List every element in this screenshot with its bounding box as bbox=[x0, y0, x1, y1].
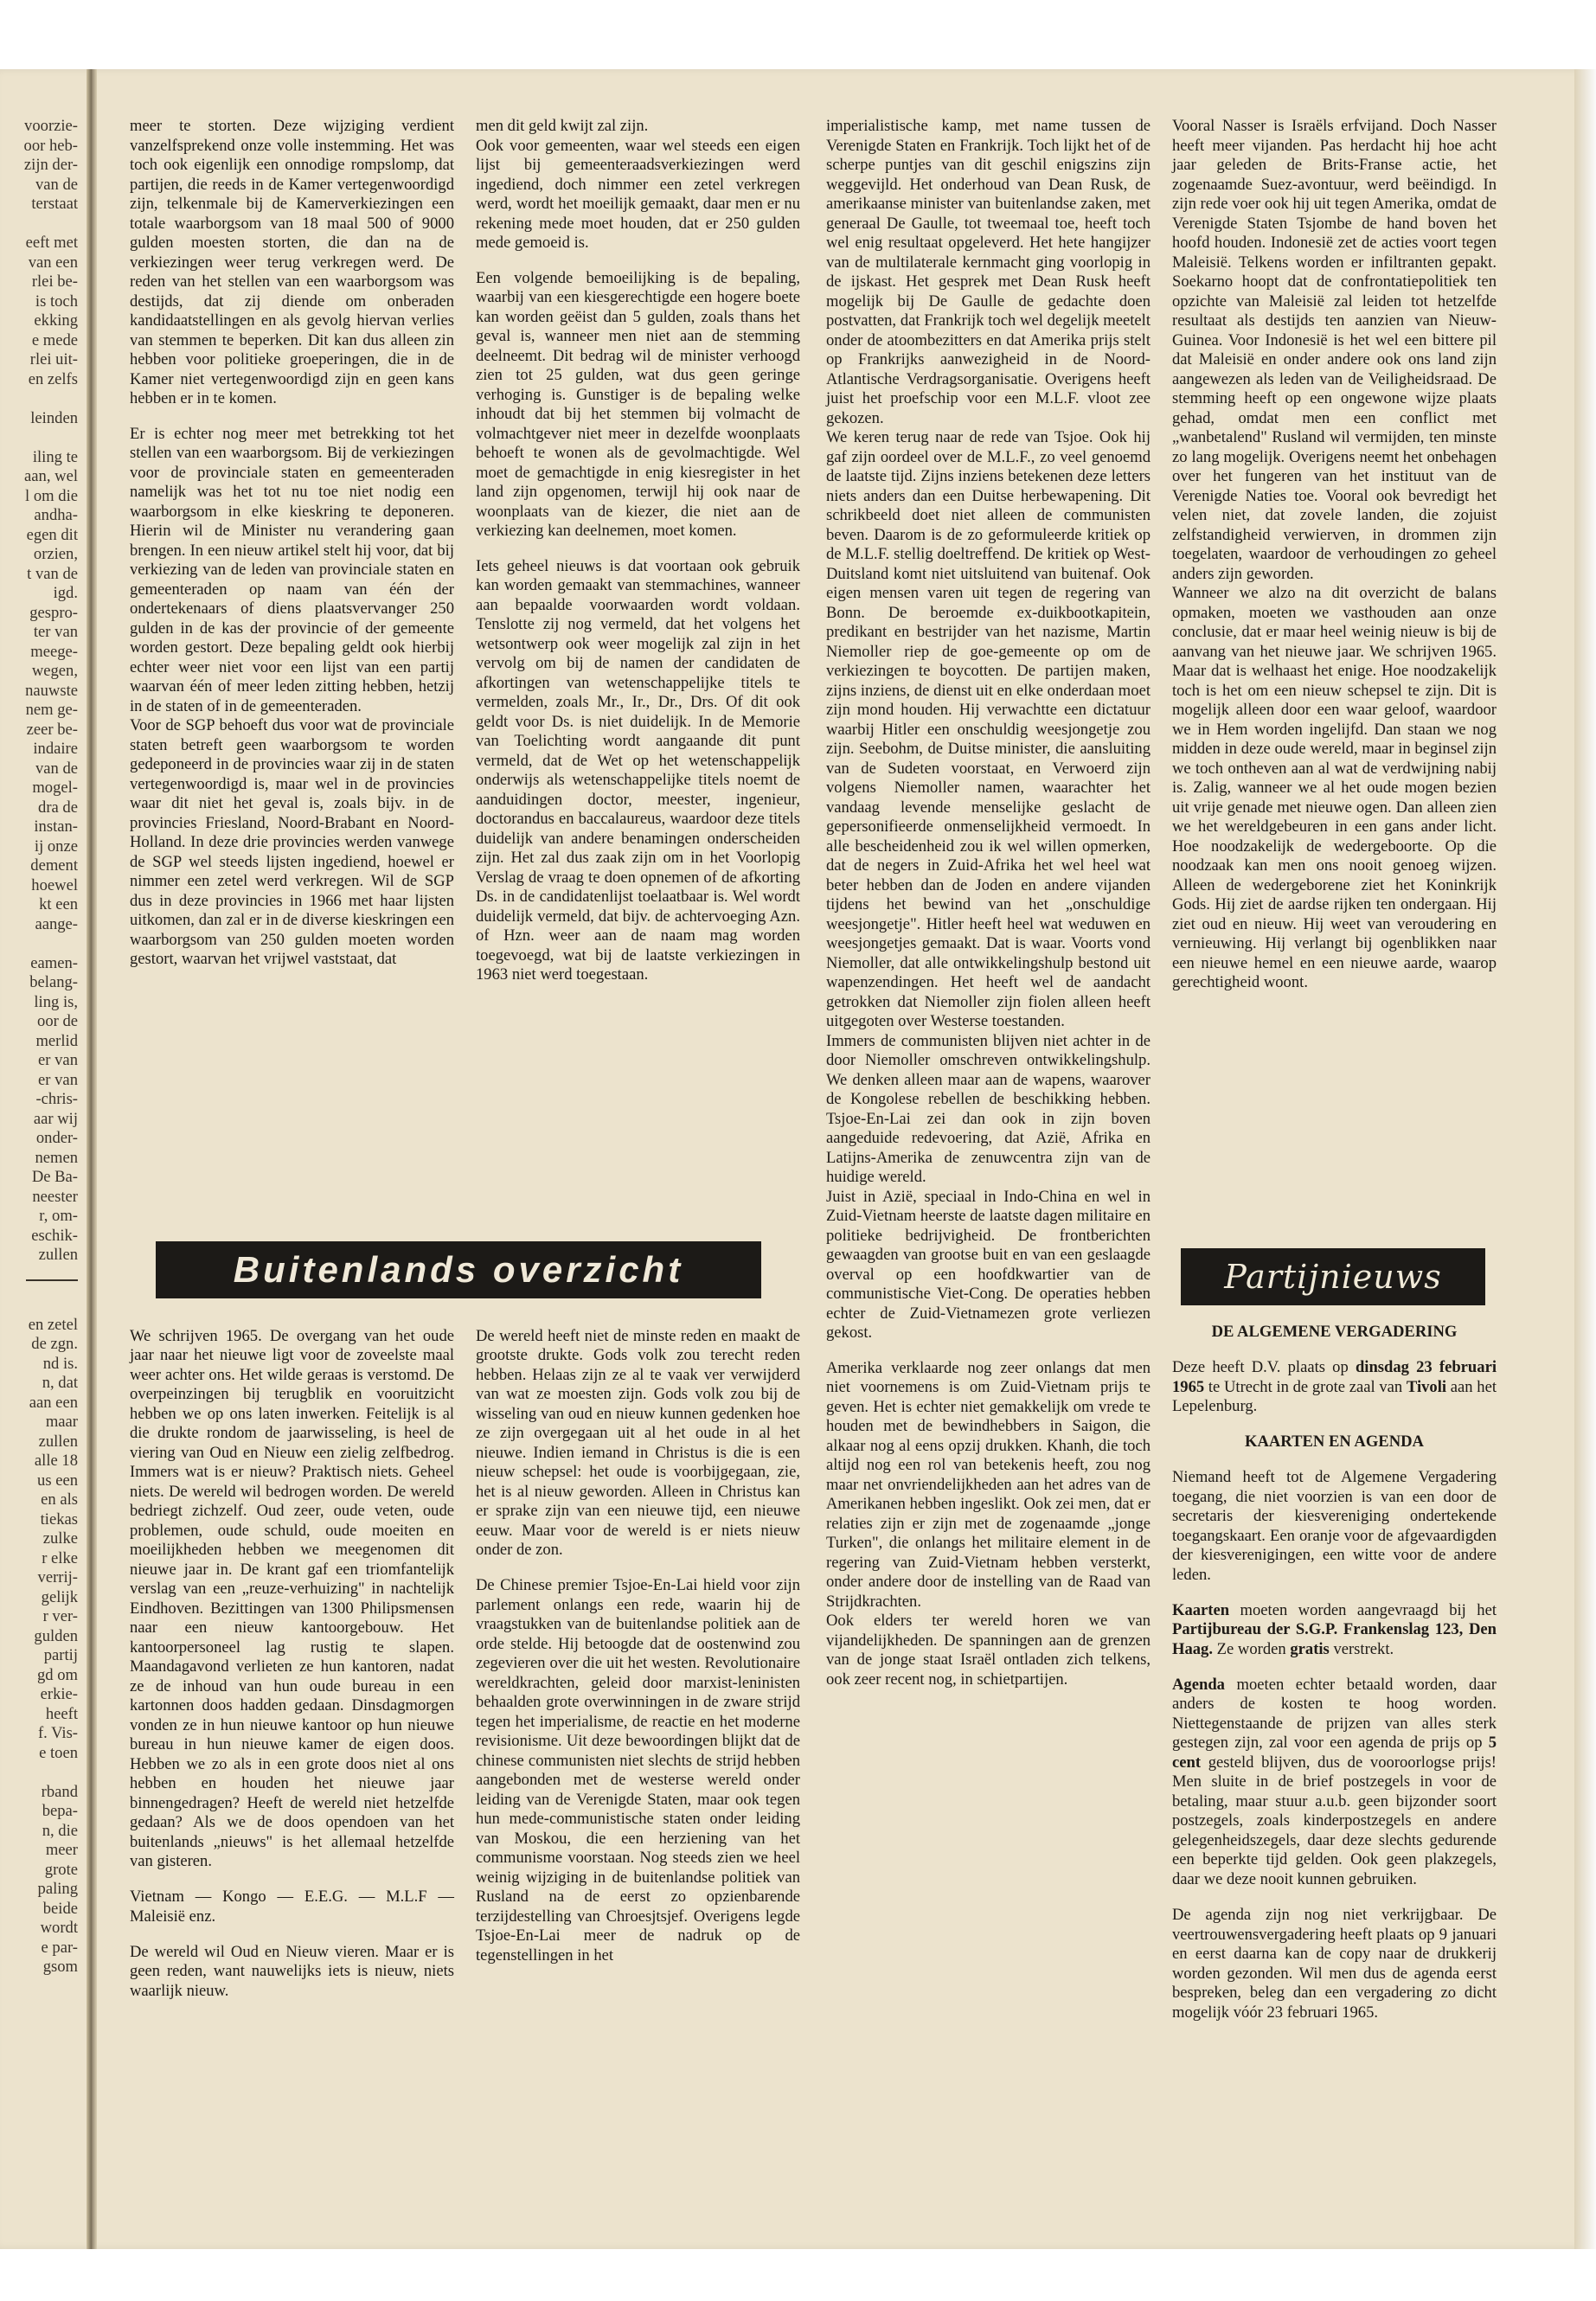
fragment-line: r ver- bbox=[42, 1607, 78, 1625]
article-paragraph: Iets geheel nieuws is dat voortaan ook gebruik kan worden gemaakt van stemmachines, wanneer aan bepaalde voorwaarden wordt voldaan. Tenslotte zij nog vermeld, dat het volgens het wetsontwerp ook weer mogelijk zal zijn in het vervolg om bij de namen der candidaten de afkortingen van wetenschappelijke titels te vermelden, zoals Mr., Ir., Dr., Drs. Of dit ook geldt voor Ds. is niet duidelijk. In de Memorie van Toelichting wordt aangaande dit punt vermeld, dat de Wet op het wetenschappelijk onderwijs als wetenschappelijke titels noemt de aanduidingen doctor, meester, ingenieur, doctorandus en baccalaureus, waardoor deze titels duidelijk van andere benamingen onderscheiden zijn. Het zal dus zaak zijn om in het Voorlopig Verslag de vraag te doen opnemen of de afkorting Ds. in de candidatenlijst toelaatbaar is. Wel wordt duidelijk vermeld, dat bijv. de achtervoeging Azn. of Hzn. weer aan de naam mag worden toegevoegd, wat bij de laatste verkiezingen in 1963 niet werd toegestaan. bbox=[476, 556, 800, 984]
fragment-line: zulke bbox=[42, 1529, 78, 1548]
article-paragraph: De Chinese premier Tsjoe-En-Lai hield voor zijn parlement onlangs een rede, waarin hij de vraagstukken van de buitenlandse politiek aan de orde stelde. Hij betoogde dat de oostenwind zou zegevieren over die uit het westen. Revolutionaire wereldkrachten, geleid door marxist-leninisten behaalden grote overwinningen in de zware strijd tegen het imperialisme, de reactie en het moderne revisionisme. Uit deze bewoordingen blijkt dat de chinese communisten niet slechts de strijd hebben aangebonden met de westerse wereld onder leiding van de Verenigde Staten, maar ook tegen hun mede-communistische staten onder leiding van Moskou, die een herziening van het communisme voorstaan. Nog steeds zien we heel weinig wijziging in de buitenlandse politiek van Rusland na de eerst zo opzienbarende terzijdestelling van Chroesjtsjef. Overigens legde Tsjoe-En-Lai meer de nadruk op de tegenstellingen in het bbox=[476, 1576, 800, 1965]
text-run: moeten worden aangevraagd bij het bbox=[1229, 1600, 1497, 1619]
fragment-line: is toch bbox=[35, 292, 78, 311]
fragment-line: nemen bbox=[35, 1148, 78, 1167]
fragment-line: igd. bbox=[53, 584, 78, 602]
fragment-line: grote bbox=[44, 1860, 78, 1879]
fragment-line: instan- bbox=[34, 817, 78, 836]
banner-title: Partijnieuws bbox=[1224, 1258, 1442, 1296]
article-paragraph: We keren terug naar de rede van Tsjoe. Ook hij gaf zijn oordeel over de M.L.F., zo veel genoemd de laatste tijd. Zijns inziens betekenen deze letters niets anders dan een Duitse herbewapening. Dit schrikbeeld doet niet alleen de communisten beven. Daarom is de zo geformuleerde kritiek op de M.L.F. stellig doeltreffend. De kritiek op West-Duitsland komt niet uitsluitend van buitenaf. Ook eigen mensen varen uit tegen de regering van Bonn. De beroemde ex-duikbootkapitein, predikant en bestrijder van het nazisme, Martin Niemoller riep de goe-gemeente op om de verkiezingen te boycotten. De partijen maken, zijns inziens, de dienst uit en elke onderdaan moet zijn mond houden. Hij verwachtte een dictatuur waarbij Hitler een onschuldig weesjongetje zou zijn. Seebohm, de Duitse minister, die aansluiting van de Sudeten voorstaat, en Verwoerd zijn volgens Niemoller namen, waarachter het vandaag levende menselijke geslacht de gepersonifieerde onmenselijkheid vermoedt. In alle bescheidenheid zou ik wel willen opmerken, dat de negers in Zuid-Afrika het wel heel wat beter hebben dan de Joden en andere vijanden tijdens het bewind van het „onschuldige weesjongetje". Hitler heeft heel wat weduwen en weesjongetjes gemaakt. Dat is waar. Voorts vond Niemoller, dat alle ontwikkelingshulp bestond uit wapenzendingen. Het heeft wel de aandacht getrokken dat Niemoller zijn fiolen alleen heeft uitgegoten over Westerse toestanden. bbox=[826, 428, 1151, 1030]
fragment-line: heeft bbox=[45, 1704, 78, 1723]
fragment-line: ling is, bbox=[34, 992, 78, 1011]
fragment-line: kt een bbox=[39, 895, 78, 913]
fragment-line: e toen bbox=[39, 1743, 78, 1762]
page-edge bbox=[1574, 69, 1596, 2249]
fragment-line: orzien, bbox=[33, 545, 78, 563]
fragment-line: er van bbox=[38, 1051, 78, 1069]
text-run-bold: Partijbureau der S.G.P. Frankenslag 123, Den Haag. bbox=[1172, 1620, 1497, 1658]
fragment-line: verrij- bbox=[37, 1568, 78, 1586]
fragment-line: merlid bbox=[35, 1031, 78, 1050]
fragment-line: us een bbox=[37, 1471, 78, 1490]
fragment-line: neester bbox=[32, 1187, 78, 1206]
fragment-line: alle 18 bbox=[34, 1452, 78, 1470]
article-paragraph: Vooral Nasser is Israëls erfvijand. Doch Nasser heeft meer vijanden. Pas herdacht hij hoe acht jaar geleden de Brits-Franse actie, het zogenaamde Suez-avontuur, werd beëindigd. In zijn rede voer ook hij uit tegen Amerika, omdat de Verenigde Staten Tsjombe de hand boven het hoofd houden. Indonesië zet de acties voort tegen Maleisië. Telkens worden er infiltranten gepakt. Soekarno hoopt dat de confrontatiepolitiek ten opzichte van Maleisië zal leiden tot hetzelfde resultaat als destijds ten aanzien van Nieuw-Guinea. Voor Indonesië is het wel een bittere pil dat Maleisië en onder andere ook ons land zijn aangewezen als leden van de Veiligheidsraad. De stemming heeft op een ongewone wijze plaats gehad, omdat men een conflict met „wanbetalend" Rusland wil vermijden, ten minste zo lang mogelijk. Overigens neemt het onbehagen over het fungeren van het instituut van de Verenigde Naties toe. Vooral ook bevredigt het velen niet, dat zovele landen, die zojuist zelfstandigheid verwierven, in drommen zijn toegelaten, waardoor de verhoudingen zo geheel anders zijn geworden. bbox=[1172, 117, 1497, 583]
article-paragraph: meer te storten. Deze wijziging verdient vanzelfsprekend onze volle instemming. Het was toch ook eigenlijk een onnodige rompslomp, dat partijen, die reeds in de Kamer vertegenwoordigd zijn, telkenmale bij de Kamerverkiezingen een totale waarborgsom van 18 maal 500 of 9000 gulden moesten storten, die dan na de verkiezingen weer terug verkregen werd. De reden van het stellen van een waarborgsom was destijds, dat zij diende om onberaden kandidaatstellingen en als gevolg hiervan verlies van stemmen te beperken. Dit kan dus alleen zin hebben voor politieke groeperingen, die in de Kamer niet vertegenwoordigd zijn en geen kans hebben er in te komen. bbox=[130, 117, 454, 407]
fragment-line: t van de bbox=[27, 564, 78, 583]
fragment-line bbox=[0, 1763, 78, 1783]
fragment-line: mogel- bbox=[32, 779, 78, 797]
fragment-line: voorzie- bbox=[24, 117, 78, 135]
section-banner-partijnieuws bbox=[1181, 1248, 1485, 1305]
text-run-bold: Tivoli bbox=[1406, 1377, 1447, 1396]
text-run: moeten echter betaald worden, daar anders de kosten te hoog worden. Niettegenstaande de prijzen van alles sterk gestegen zijn, zal voor een agenda de prijs op bbox=[1172, 1675, 1497, 1753]
article-paragraph bbox=[1172, 1601, 1497, 1660]
article-paragraph: We schrijven 1965. De overgang van het oude jaar naar het nieuwe ligt voor de zoveelste maal weer achter ons. Het wilde geraas is verstomd. De overpeinzingen bij terugblik en vooruitzicht hebben we op ons laten inwerken. Feitelijk is al die drukte rondom de jaarwisseling, is heel de viering van Oud en Nieuw een zielig zelfbedrog. Immers wat is er nieuw? Praktisch niets. Geheel niets. De wereld wil bedrogen worden. De wereld bedriegt zichzelf. Oud zeer, oude veten, oude problemen, oude schuld, oude moeiten en moeilijkheden hebben we meegenomen dit nieuwe jaar in. De krant gaf een triomfantelijk verslag van een „reuze-verhuizing" in nachtelijk Eindhoven. Bezittingen van 1300 Philipsmensen naar een nieuw kantoorgebouw. Het kantoorpersoneel lag rustig te slapen. Maandagavond verlieten ze hun kantoren, nadat ze de inhoud van hun oude bureau in een kartonnen doos hadden gedaan. Dinsdagmorgen vonden ze in hun nieuwe kantoor op hun nieuwe bureau in hun nieuwe kamer de eigen doos. Hebben we zo als in een grote doos niet al ons hebben en houden het nieuwe jaar binnengedragen? Heeft de wereld niet hetzelfde gedaan? Als we de doos opendoen van het buitenlands „nieuws" is het allemaal hetzelfde van gisteren. bbox=[130, 1326, 454, 1871]
partijnieuws-column bbox=[1172, 1321, 1497, 2099]
fragment-line: de zgn. bbox=[31, 1335, 78, 1353]
fragment-line: andha- bbox=[34, 506, 78, 524]
fragment-line: en zetel bbox=[28, 1315, 78, 1334]
section-banner-buitenlands-overzicht bbox=[156, 1241, 761, 1298]
buitenlands-column-1 bbox=[130, 1311, 454, 2115]
article-paragraph: Voor de SGP behoeft dus voor wat de provinciale staten betreft geen waarborgsom te worden gedeponeerd in de provincies waar zij in de staten vertegenwoordigd is, maar wel in de provincies waar dit niet het geval is, zoals bijv. in de provincies Friesland, Noord-Brabant en Noord-Holland. In deze drie provincies werden vanwege de SGP wel steeds lijsten ingediend, hoewel er nimmer een zetel werd verkregen. Wil de SGP dus in deze provincies in 1966 met haar lijsten uitkomen, dan zal er in de diverse kieskringen een waarborgsom van 250 gulden moeten worden gestort, waarvan het vrijwel vaststaat, dat bbox=[130, 716, 454, 968]
fragment-line: f. Vis- bbox=[37, 1724, 78, 1742]
article-paragraph: Vietnam — Kongo — E.E.G. — M.L.F — Maleisië enz. bbox=[130, 1888, 454, 1926]
fragment-line: wegen, bbox=[31, 662, 78, 680]
column-separator-rule bbox=[26, 1279, 78, 1281]
article-paragraph: Een volgende bemoeilijking is de bepaling, waarbij van een kiesgerechtigde een hogere boete kan worden geëist dan 5 gulden, zoals thans het geval is, wanneer men niet aan de stemming deelneemt. Dit bedrag wil de minister verhoogd zien tot 25 gulden, wat dus geen geringe verhoging is. Gunstiger is de bepaling welke inhoudt dat bij het stemmen bij volmacht de volmachtgever niet meer in dezelfde woonplaats behoeft te wonen als de gevolmachtigde. Wel moet de gemachtigde in enig kiesregister in het land zijn opgenomen, terwijl hij ook naar de woonplaats van de kiezer, die niet aan de verkiezing kan deelnemen, moet komen. bbox=[476, 268, 800, 540]
article-paragraph: Amerika verklaarde nog zeer onlangs dat men niet voornemens is om Zuid-Vietnam prijs te geven. Het is echter niet gemakkelijk om vrede te houden met de bewindhebbers in Saigon, die alkaar nog al eens opzij drukken. Khanh, die toch altijd nog een rol van betekenis heeft, zou nog maar net onvriendelijkheden aan het adres van de Amerikanen hebben ingeslikt. Ook zei men, dat er relaties zijn er zijn met de zogenaamde „jonge Turken", die onlangs het militaire element in de regering van Zuid-Vietnam hebben versterkt, onder andere door de instelling van de Raad van Strijdkrachten. bbox=[826, 1358, 1151, 1611]
article-paragraph: De wereld wil Oud en Nieuw vieren. Maar er is geen reden, want nauwelijks iets is nieuw, niets waarlijk nieuw. bbox=[130, 1942, 454, 2000]
article-column-2 bbox=[476, 117, 800, 1215]
fragment-line: aar wij bbox=[33, 1109, 78, 1128]
fragment-line bbox=[0, 215, 78, 234]
article-paragraph: Immers de communisten blijven niet achter in de door Niemoller omschreven ontwikkelingshulp. We denken alleen maar aan de wapens, waarover de Kongolese rebellen de beschikking hebben. Tsjoe-En-Lai zei dan ook in zijn boven aangeduide redevoering, dat Azië, Afrika en Latijns-Amerika de zenuwcentra zijn van de huidige wereld. bbox=[826, 1031, 1151, 1186]
article-paragraph: De wereld heeft niet de minste reden en maakt de grootste drukte. Gods volk zou terecht reden hebben. Helaas zijn ze al te vaak ver verwijderd van wat ze moesten zijn. Gods volk zou bij de wisseling van oud en nieuw kunnen gedenken hoe ze zijn overgegaan uit al het oude in al het nieuwe. Indien iemand in Christus is die is een nieuw schepsel: het oude is voorbijgegaan, zie, het is al nieuw geworden. Alleen in Christus kan er sprake zijn van een nieuwe tijd, een nieuwe eeuw. Maar voor de wereld is er niets nieuw onder de zon. bbox=[476, 1326, 800, 1560]
fragment-line bbox=[0, 389, 78, 409]
text-run: aan het Lepelenburg. bbox=[1172, 1377, 1497, 1416]
article-paragraph: Juist in Azië, speciaal in Indo-China en wel in Zuid-Vietnam heerste de laatste dagen militaire en politieke bedrijvigheid. De frontberichten gewaagden van grootse buit en van een geslaagde overval op een hoofdkwartier van de communistische Viet-Cong. De operaties hebben echter de Zuid-Vietnamezen grote verliezen gekost. bbox=[826, 1187, 1151, 1342]
fragment-line: rlei be- bbox=[31, 272, 78, 291]
fragment-line: zijn der- bbox=[23, 156, 78, 174]
fragment-line: nauwste bbox=[25, 681, 78, 700]
fragment-line bbox=[0, 428, 78, 448]
article-column-1 bbox=[130, 117, 454, 1215]
fragment-line: l om die bbox=[25, 486, 78, 505]
fragment-line: zullen bbox=[38, 1246, 78, 1264]
fragment-line: meer bbox=[45, 1841, 78, 1859]
fragment-line: leinden bbox=[30, 408, 78, 427]
article-paragraph: Ook voor gemeenten, waar wel steeds een eigen lijst bij gemeenteraadsverkiezingen werd ingediend, doch nimmer een zetel verkregen werd, wordt het moeilijk gemaakt, daar men er nu rekening mede moet houden, dat er 250 gulden mede gemoeid is. bbox=[476, 136, 800, 252]
fragment-line: aan een bbox=[29, 1393, 78, 1412]
previous-page-column-fragment bbox=[0, 117, 78, 1976]
fragment-line: erkie- bbox=[40, 1685, 78, 1703]
article-paragraph: Niemand heeft tot de Algemene Vergadering toegang, die niet voorzien is van een door de secretaris der kiesvereniging ondertekende toegangskaart. Een oranje voor de afgevaardigden der kiesverenigingen, een witte voor de andere leden. bbox=[1172, 1468, 1497, 1584]
article-paragraph: Ook elders ter wereld horen we van vijandelijkheden. De spanningen aan de grenzen van de jonge staat Israël ontladen zich telkens, ook zeer recent nog, in schietpartijen. bbox=[826, 1612, 1151, 1689]
fragment-line: eschik- bbox=[31, 1226, 78, 1245]
text-run: Ze worden bbox=[1213, 1639, 1291, 1658]
buitenlands-column-2 bbox=[476, 1311, 800, 2115]
fragment-line: gd om bbox=[36, 1665, 78, 1684]
fragment-line: aan, wel bbox=[24, 467, 78, 485]
fragment-line: van een bbox=[28, 253, 78, 272]
fragment-line: gelijk bbox=[41, 1587, 78, 1606]
fragment-line: maar bbox=[45, 1413, 78, 1431]
fragment-line: zeer be- bbox=[26, 720, 78, 739]
fragment-line: nd is. bbox=[42, 1354, 78, 1373]
article-column-4 bbox=[1172, 117, 1497, 1241]
text-run: Deze heeft D.V. plaats op bbox=[1172, 1358, 1356, 1377]
text-run: gesteld blijven, dus de vooroorlogse prijs! Men sluite in de brief postzegels in voor de betaling, maar stuur a.u.b. geen bijzonder soort postzegels, zoals kinderpostzegels en andere gelegenheidszegels, daar deze slechts gedurende een beperkte tijd gelden. Ook geen plakzegels, daar we deze nooit kunnen gebruiken. bbox=[1172, 1753, 1497, 1888]
banner-title: Buitenlands overzicht bbox=[233, 1249, 684, 1290]
fragment-line: nem ge- bbox=[25, 701, 78, 719]
fragment-line: dra de bbox=[38, 798, 78, 817]
text-run-bold: gratis bbox=[1290, 1639, 1330, 1658]
article-column-3 bbox=[826, 117, 1151, 2124]
fragment-line: partij bbox=[43, 1646, 78, 1664]
fragment-line: e mede bbox=[31, 330, 78, 349]
text-run: te Utrecht in de grote zaal van bbox=[1204, 1377, 1407, 1396]
article-paragraph: De agenda zijn nog niet verkrijgbaar. De veertrouwensvergadering heeft plaats op 9 januari en eerst daarna kan de copy naar de drukkerij worden gezonden. Wil men dus de agenda eerst bespreken, beleg dan een vergadering zo dicht mogelijk vóór 23 februari 1965. bbox=[1172, 1906, 1497, 2022]
fragment-line: oor de bbox=[37, 1012, 78, 1030]
fragment-line: ij onze bbox=[34, 836, 78, 856]
fragment-line: ekking bbox=[34, 311, 78, 330]
fragment-line: bepa- bbox=[42, 1802, 78, 1820]
text-run-bold: Kaarten bbox=[1172, 1600, 1230, 1619]
fragment-line: iling te bbox=[32, 447, 78, 466]
fragment-line: egen dit bbox=[26, 525, 78, 544]
fragment-line: eamen- bbox=[30, 953, 78, 972]
fragment-line: meege- bbox=[30, 642, 78, 661]
text-run: verstrekt. bbox=[1329, 1639, 1394, 1658]
fragment-line: van de bbox=[35, 759, 78, 778]
fragment-line: gespro- bbox=[29, 603, 78, 622]
text-run-bold: Agenda bbox=[1172, 1675, 1225, 1694]
fragment-line: oor heb- bbox=[23, 136, 78, 155]
fragment-line: en zelfs bbox=[28, 369, 78, 388]
fragment-line: rband bbox=[41, 1782, 78, 1801]
text-run-bold: dinsdag 23 februari 1965 bbox=[1172, 1358, 1497, 1396]
page-fold bbox=[87, 69, 97, 2249]
fragment-line: indaire bbox=[33, 740, 78, 758]
fragment-line: eeft met bbox=[25, 234, 78, 252]
fragment-line: er van bbox=[38, 1070, 78, 1089]
fragment-line: terstaat bbox=[31, 195, 78, 213]
article-paragraph bbox=[1172, 1676, 1497, 1890]
article-paragraph: men dit geld kwijt zal zijn. bbox=[476, 117, 649, 135]
fragment-line: ter van bbox=[33, 623, 78, 641]
fragment-line: n, dat bbox=[42, 1374, 78, 1392]
section-heading: KAARTEN EN AGENDA bbox=[1244, 1433, 1424, 1452]
fragment-line: zullen bbox=[38, 1432, 78, 1451]
fragment-line bbox=[0, 934, 78, 954]
fragment-line: beide bbox=[42, 1899, 78, 1918]
fragment-line: wordt bbox=[40, 1919, 78, 1937]
fragment-line: r, om- bbox=[39, 1207, 78, 1225]
fragment-line: n, die bbox=[42, 1821, 78, 1840]
fragment-line: belang- bbox=[29, 973, 78, 991]
fragment-line: -chris- bbox=[35, 1090, 78, 1108]
fragment-line: paling bbox=[37, 1880, 78, 1898]
fragment-line: en als bbox=[41, 1490, 78, 1509]
article-paragraph: Er is echter nog meer met betrekking tot het stellen van een waarborgsom. Bij de verkiezingen voor de provinciale staten en gemeenteraden namelijk was het tot nu toe niet nodig een waarborgsom in elke kieskring te deponeren. Hierin wil de Minister nu verandering gaan brengen. In een nieuw artikel stelt hij voor, dat bij verkiezing van de leden van provinciale staten en gemeenteraden op naam van één der ondertekenaars of diens plaatsvervanger 250 gulden in de kas der provincie of der gemeente worden gestort. Deze bepaling geldt ook hierbij echter weer niet voor een lijst van een partij waarvan één of meer leden zitting hebben, hetzij in de staten of in de gemeenteraden. bbox=[130, 424, 454, 715]
fragment-line: gulden bbox=[34, 1626, 78, 1645]
fragment-line: hoewel bbox=[31, 875, 78, 894]
fragment-line: r elke bbox=[42, 1548, 78, 1567]
fragment-line: van de bbox=[35, 175, 78, 194]
fragment-line: De Ba- bbox=[31, 1168, 78, 1186]
fragment-line: onder- bbox=[35, 1129, 78, 1147]
text-run-bold: 5 cent bbox=[1172, 1734, 1497, 1772]
section-heading: DE ALGEMENE VERGADERING bbox=[1211, 1323, 1458, 1341]
fragment-line: rlei uit- bbox=[29, 350, 78, 369]
fragment-line: tiekas bbox=[40, 1509, 78, 1529]
fragment-line: aange- bbox=[35, 914, 78, 933]
fragment-line: e par- bbox=[41, 1938, 78, 1957]
article-paragraph: imperialistische kamp, met name tussen de Verenigde Staten en Frankrijk. Toch lijkt het of de scherpe puntjes van dit geschil enigszins zijn weggevijld. Het onderhoud van Dean Rusk, de amerikaanse minister van buitenlandse zaken, met generaal De Gaulle, tot tweemaal toe, heeft toch wel enig resultaat opgeleverd. Het hete hangijzer van de multilaterale kernmacht ging voorlopig in de ijskast. Het gesprek met Dean Rusk heeft mogelijk bij De Gaulle de gedachte doen postvatten, dat Frankrijk toch wel degelijk meetelt onder de atoombezitters en dat Amerika prijs stelt op Frankrijks aanwezigheid in de Noord-Atlantische Verdragsorganisatie. Overigens heeft juist het proefschip voor een M.L.F. vloot zee gekozen. bbox=[826, 117, 1151, 427]
fragment-line: gsom bbox=[42, 1958, 78, 1976]
article-paragraph: Wanneer we alzo na dit overzicht de balans opmaken, moeten we vasthouden aan onze conclusie, dat er maar heel weinig nieuw is bij de aanvang van het nieuwe jaar. We schrijven 1965. Maar dat is welhaast het enige. Hoe noodzakelijk toch is het om een nieuw schepsel te zijn. Dit is mogelijk alleen door een waar geloof, waardoor we in Hem worden ingelijfd. Dan staan we nog midden in deze oude wereld, maar in beginsel zijn we toch ontheven aan al wat de verdwijning nabij is. Zalig, wanneer we al het oude mogen bezien uit vrije genade met nieuwe ogen. Dan alleen zien we het wereldgebeuren in een gans ander licht. Hoe noodzakelijk de wedergeboorte. Op die noodzaak kan men ons nooit genoeg wijzen. Alleen de wedergeborene ziet het Koninkrijk Gods. Hij ziet de aardse rijken ten ondergaan. Hij ziet oud en nieuw. Hij weet van veroudering en vernieuwing. Hij verlangt bij ogenblikken naar een nieuwe hemel en een nieuwe aarde, waarop gerechtigheid woont. bbox=[1172, 584, 1497, 991]
fragment-line: dement bbox=[30, 856, 78, 875]
article-paragraph bbox=[1172, 1358, 1497, 1417]
